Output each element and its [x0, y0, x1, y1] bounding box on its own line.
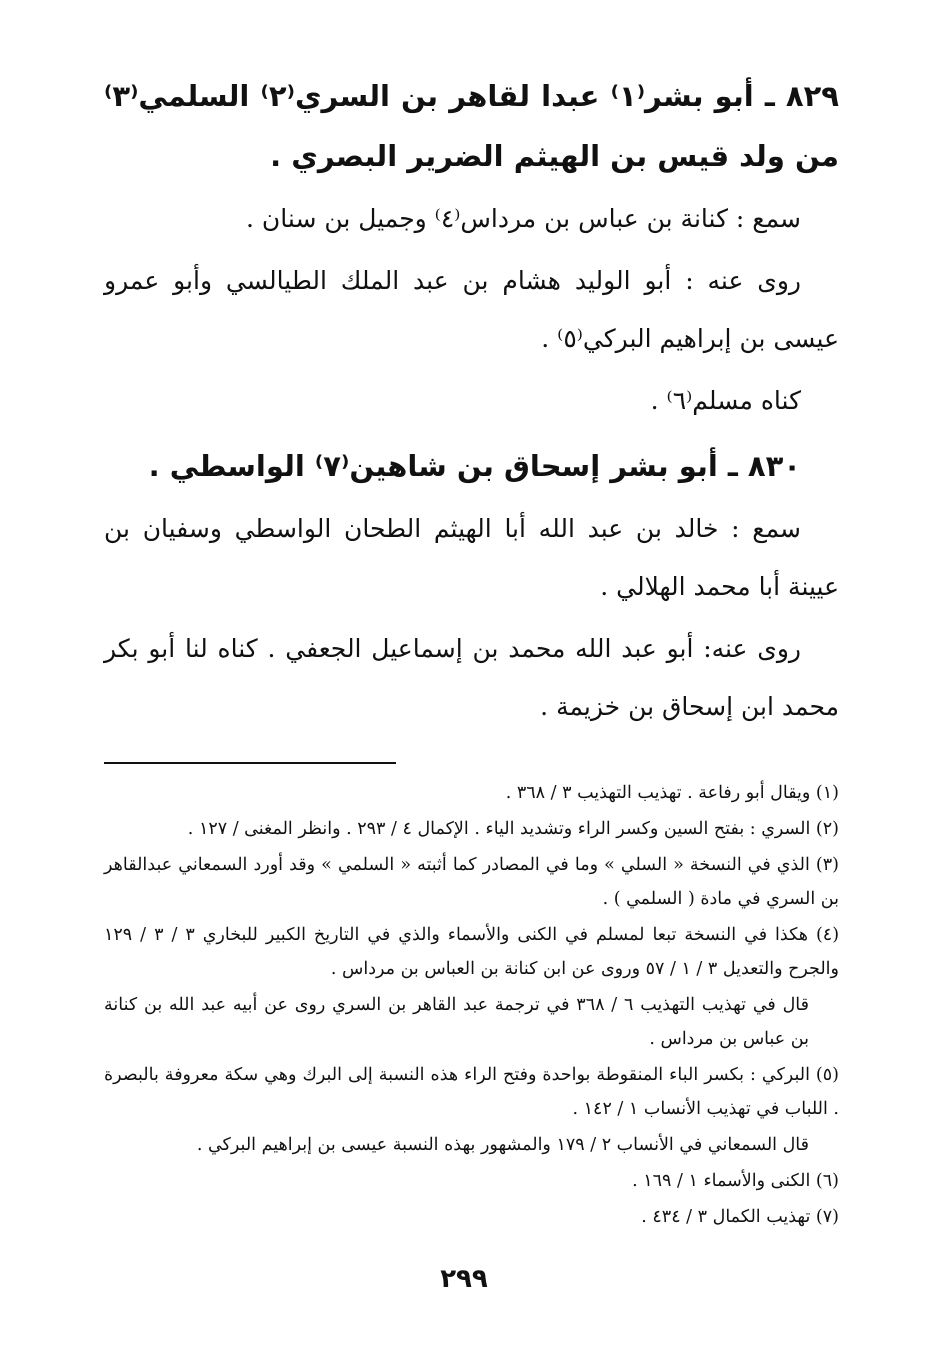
entry-829-kunya: كناه مسلم⁽٦⁾ .: [650, 386, 801, 415]
entry-830-heard: سمع : خالد بن عبد الله أبا الهيثم الطحان الواسطي وسفيان بن عيينة أبا محمد الهلالي .: [104, 514, 839, 601]
footnote-4: (٤) هكذا في النسخة تبعا لمسلم في الكنى والأسماء والذي في التاريخ الكبير للبخاري ٣ / ٣ / ١٢٩ والجرح والتعديل ٣ / ١ / ٥٧ وروى عن ابن كنانة بن العباس بن مرداس .: [104, 925, 840, 979]
entry-830-narrated: روى عنه: أبو عبد الله محمد بن إسماعيل الجعفي . كناه لنا أبو بكر محمد ابن إسحاق بن خزيمة .: [104, 634, 839, 721]
entry-heading-830: ٨٣٠ ـ أبو بشر إسحاق بن شاهين⁽٧⁾ الواسطي .: [148, 449, 801, 483]
footnote-2: (٢) السري : بفتح السين وكسر الراء وتشديد الياء . الإكمال ٤ / ٢٩٣ . وانظر المغنى / ١٢٧ .: [187, 819, 839, 839]
footnotes: [104, 776, 839, 1234]
footnote-3: (٣) الذي في النسخة « السلي » وما في المصادر كما أثبته « السلمي » وقد أورد السمعاني عبدالقاهر بن السري في مادة ( السلمي ) .: [104, 855, 839, 909]
page-number: ٢٩٩: [440, 1264, 488, 1294]
footnote-5-continuation: قال السمعاني في الأنساب ٢ / ١٧٩ والمشهور بهذه النسبة عيسى بن إبراهيم البركي .: [196, 1135, 809, 1155]
entry-829-heard: سمع : كنانة بن عباس بن مرداس⁽٤⁾ وجميل بن سنان .: [246, 204, 801, 233]
footnote-1: (١) ويقال أبو رفاعة . تهذيب التهذيب ٣ / ٣٦٨ .: [505, 783, 839, 803]
page-body: [104, 66, 839, 1234]
footnote-6: (٦) الكنى والأسماء ١ / ١٦٩ .: [632, 1171, 839, 1191]
footnote-7: (٧) تهذيب الكمال ٣ / ٤٣٤ .: [641, 1207, 839, 1227]
footnote-4-continuation: قال في تهذيب التهذيب ٦ / ٣٦٨ في ترجمة عبد القاهر بن السري روى عن أبيه عبد الله بن كنانة بن عباس بن مرداس .: [104, 995, 810, 1049]
entry-heading-829: ٨٢٩ ـ أبو بشر⁽١⁾ عبدا لقاهر بن السري⁽٢⁾ السلمي⁽٣⁾ من ولد قيس بن الهيثم الضرير البصري .: [104, 79, 839, 173]
footnote-5: (٥) البركي : بكسر الباء المنقوطة بواحدة وفتح الراء هذه النسبة إلى البرك وهي سكة معروفة بالبصرة . اللباب في تهذيب الأنساب ١ / ١٤٢ .: [104, 1065, 839, 1119]
entry-829-narrated: روى عنه : أبو الوليد هشام بن عبد الملك الطيالسي وأبو عمرو عيسى بن إبراهيم البركي⁽٥⁾ .: [104, 266, 839, 353]
footnote-separator: [104, 762, 396, 764]
